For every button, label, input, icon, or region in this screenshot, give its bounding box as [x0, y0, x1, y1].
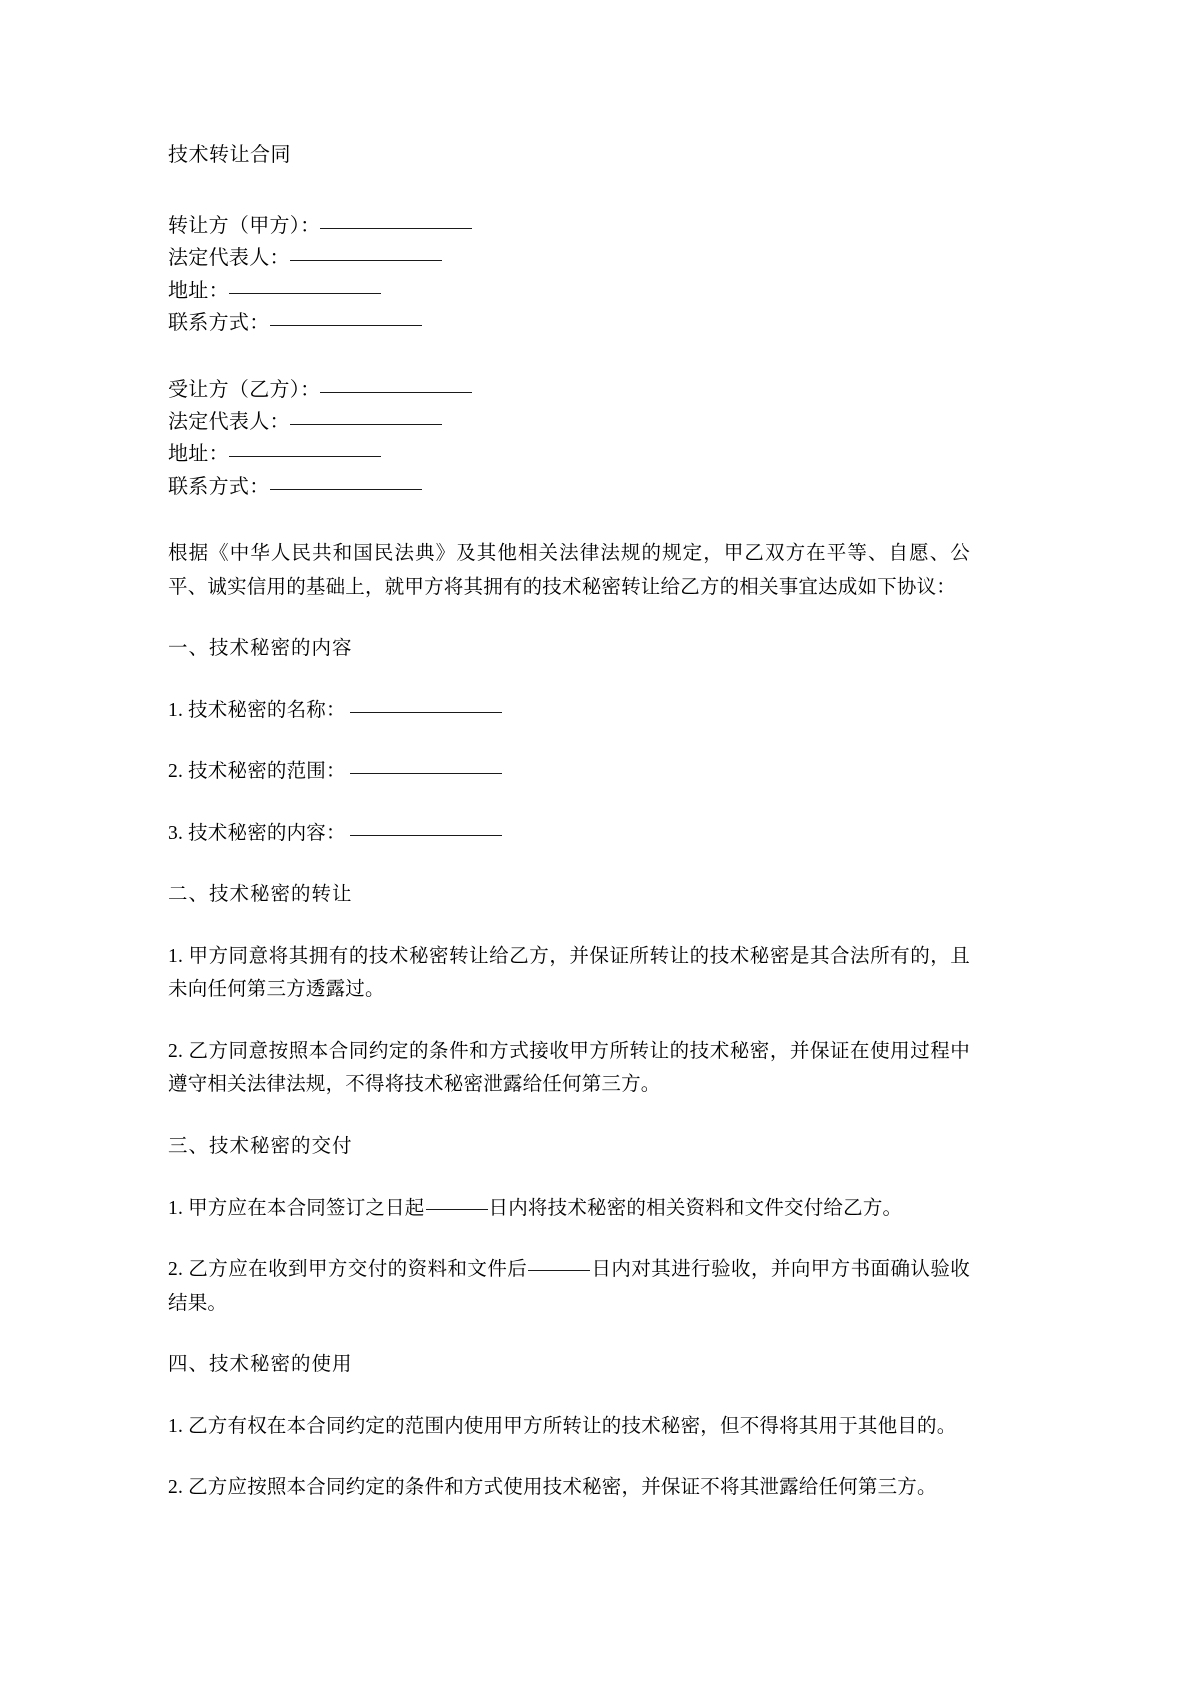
transferee-name-blank[interactable]: [320, 392, 472, 393]
fill-in-blank[interactable]: [426, 1209, 488, 1210]
item-text: 1. 技术秘密的名称：: [168, 699, 346, 721]
section-item: [168, 940, 970, 1007]
item-text: 1. 甲方应在本合同签订之日起: [168, 1197, 425, 1219]
section-item: [168, 817, 970, 851]
transferor-address-label: 地址：: [168, 279, 229, 302]
transferee-address-blank[interactable]: [229, 456, 381, 457]
transferor-address-line: [168, 275, 970, 307]
item-text: 2. 技术秘密的范围：: [168, 761, 346, 783]
item-text: 2. 乙方应在收到甲方交付的资料和文件后: [168, 1259, 528, 1281]
transferor-legal-rep-blank[interactable]: [290, 260, 442, 261]
section-item: [168, 1471, 970, 1505]
sections-container: [168, 632, 970, 1505]
transferee-legal-rep-line: [168, 406, 970, 438]
transferee-address-label: 地址：: [168, 443, 229, 466]
transferor-contact-blank[interactable]: [270, 325, 422, 326]
section-heading: 三、技术秘密的交付: [168, 1135, 353, 1157]
fill-in-blank[interactable]: [528, 1270, 590, 1271]
section-item: [168, 1410, 970, 1444]
fill-in-blank[interactable]: [350, 835, 502, 836]
section-item: [168, 1035, 970, 1102]
transferee-name-label: 受让方（乙方）：: [168, 378, 321, 401]
preamble-paragraph: 根据《中华人民共和国民法典》及其他相关法律法规的规定，甲乙双方在平等、自愿、公平、诚实信用的基础上，就甲方将其拥有的技术秘密转让给乙方的相关事宜达成如下协议：: [168, 543, 970, 598]
item-text: 1. 乙方有权在本合同约定的范围内使用甲方所转让的技术秘密，但不得将其用于其他目的。: [168, 1415, 957, 1437]
section-item: [168, 694, 970, 728]
section-item: [168, 1192, 970, 1226]
item-text-suffix: 日内将技术秘密的相关资料和文件交付给乙方。: [488, 1197, 903, 1219]
section-heading: 一、技术秘密的内容: [168, 638, 353, 660]
transferor-contact-label: 联系方式：: [168, 312, 270, 335]
transferee-legal-rep-label: 法定代表人：: [168, 410, 290, 433]
item-text-suffix: 日内对其进行验收，并向甲方书面确认验收结果。: [168, 1259, 970, 1314]
transferee-address-line: [168, 438, 970, 470]
item-text: 2. 乙方同意按照本合同约定的条件和方式接收甲方所转让的技术秘密，并保证在使用过程中遵守相关法律法规，不得将技术秘密泄露给任何第三方。: [168, 1040, 970, 1096]
transferor-block: [168, 210, 970, 340]
fill-in-blank[interactable]: [350, 773, 502, 774]
fill-in-blank[interactable]: [350, 712, 502, 713]
item-text: 1. 甲方同意将其拥有的技术秘密转让给乙方，并保证所转让的技术秘密是其合法所有的，且未向任何第三方透露过。: [168, 945, 970, 1001]
transferee-contact-blank[interactable]: [270, 489, 422, 490]
transferor-legal-rep-line: [168, 242, 970, 274]
transferee-legal-rep-blank[interactable]: [290, 424, 442, 425]
item-text: 2. 乙方应按照本合同约定的条件和方式使用技术秘密，并保证不将其泄露给任何第三方。: [168, 1477, 937, 1499]
transferor-name-label: 转让方（甲方）：: [168, 215, 321, 237]
section-heading: 四、技术秘密的使用: [168, 1354, 353, 1376]
transferee-name-line: [168, 374, 970, 406]
page-title: 技术转让合同: [168, 144, 291, 166]
transferee-contact-label: 联系方式：: [168, 475, 270, 498]
transferor-name-blank[interactable]: [320, 228, 472, 229]
transferee-contact-line: [168, 471, 970, 503]
transferor-legal-rep-label: 法定代表人：: [168, 247, 290, 270]
transferee-block: [168, 374, 970, 504]
transferor-address-blank[interactable]: [229, 293, 381, 294]
section-heading: 二、技术秘密的转让: [168, 884, 353, 906]
item-text: 3. 技术秘密的内容：: [168, 822, 346, 844]
transferor-name-line: [168, 210, 970, 242]
section-item: [168, 755, 970, 789]
transferor-contact-line: [168, 307, 970, 339]
section-item: [168, 1253, 970, 1320]
